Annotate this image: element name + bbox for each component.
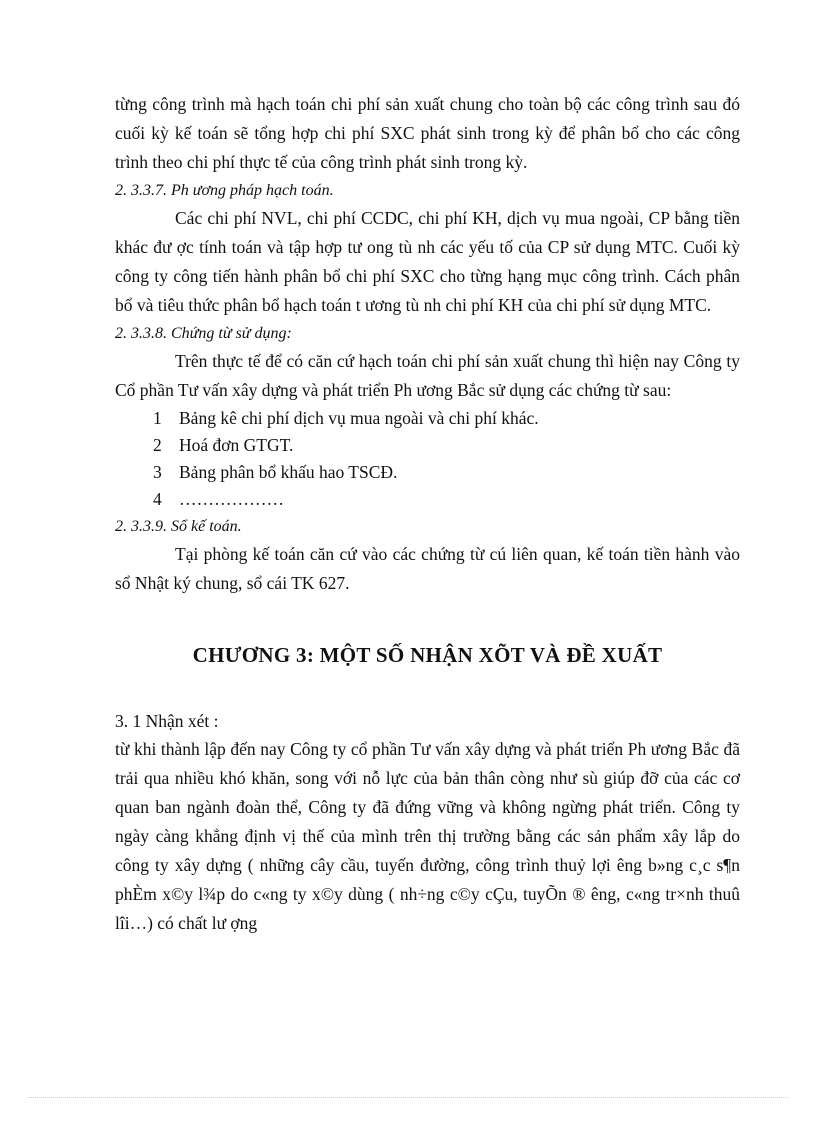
heading-ledger: 2. 3.3.9. Sổ kế toán. <box>115 518 242 535</box>
list-item-text: Bảng phân bổ khấu hao TSCĐ. <box>179 462 398 482</box>
paragraph-intro: từng công trình mà hạch toán chi phí sản xuất chung cho toàn bộ các công trình sau đó cuối kỳ kế toán sẽ tổng hợp chi phí SXC phát sinh trong kỳ để phân bổ cho các công trình theo chi phí thực tế của công trình phát sinh trong kỳ. <box>115 94 740 172</box>
documents-list <box>115 405 740 513</box>
page-bottom-divider <box>28 1097 788 1098</box>
document-page <box>115 90 740 938</box>
list-item-number: 1 <box>153 408 162 428</box>
heading-accounting-method: 2. 3.3.7. Ph ương pháp hạch toán. <box>115 182 334 199</box>
heading-documents-used: 2. 3.3.8. Chứng từ sử dụng: <box>115 325 292 342</box>
chapter-title: CHƯƠNG 3: MỘT SỐ NHẬN XÕT VÀ ĐỀ XUẤT <box>192 643 663 667</box>
list-item-number: 4 <box>153 489 162 509</box>
paragraph-remarks: từ khi thành lập đến nay Công ty cổ phần Tư vấn xây dựng và phát triển Ph ương Bắc đã trải qua nhiều khó khăn, song với nỗ lực của bản thân còng như sù giúp đỡ của các cơ quan ban ngành đoàn thể, Công ty đã đứng vững và không ngừng phát triển. Công ty ngày càng khẳng định vị thế của mình trên thị trường bằng các sản phẩm xây lắp do công ty xây dựng ( những cây cầu, tuyến đường, công trình thuỷ lợi êng b»ng c¸c s¶n phÈm x©y l¾p do c«ng ty x©y dùng ( nh÷ng c©y cÇu, tuyÕn ® êng, c«ng tr×nh thuû lîi…) có chất lư ợng <box>115 739 740 933</box>
list-item <box>115 405 740 432</box>
list-item-text: Hoá đơn GTGT. <box>179 435 294 455</box>
section-heading-remarks: 3. 1 Nhận xét : <box>115 711 219 731</box>
list-item-number: 2 <box>153 435 162 455</box>
list-item <box>115 432 740 459</box>
list-item-text: ……………… <box>179 489 284 509</box>
paragraph-accounting-method: Các chi phí NVL, chi phí CCDC, chi phí KH, dịch vụ mua ngoài, CP bằng tiền khác đư ợc tính toán và tập hợp tư ong tù nh các yếu tố của CP sử dụng MTC. Cuối kỳ công ty công tiến hành phân bổ chi phí SXC cho từng hạng mục công trình. Cách phân bổ và tiêu thức phân bổ hạch toán t ương tù nh chi phí KH của chi phí sử dụng MTC. <box>115 208 740 315</box>
paragraph-ledger: Tại phòng kế toán căn cứ vào các chứng từ cú liên quan, kế toán tiền hành vào sổ Nhật ký chung, sổ cái TK 627. <box>115 544 740 593</box>
list-item <box>115 486 740 513</box>
paragraph-documents-used: Trên thực tế để có căn cứ hạch toán chi phí sản xuất chung thì hiện nay Công ty Cổ phần Tư vấn xây dựng và phát triển Ph ương Bắc sử dụng các chứng từ sau: <box>115 351 740 400</box>
list-item <box>115 459 740 486</box>
list-item-text: Bảng kê chi phí dịch vụ mua ngoài và chi phí khác. <box>179 408 539 428</box>
list-item-number: 3 <box>153 462 162 482</box>
